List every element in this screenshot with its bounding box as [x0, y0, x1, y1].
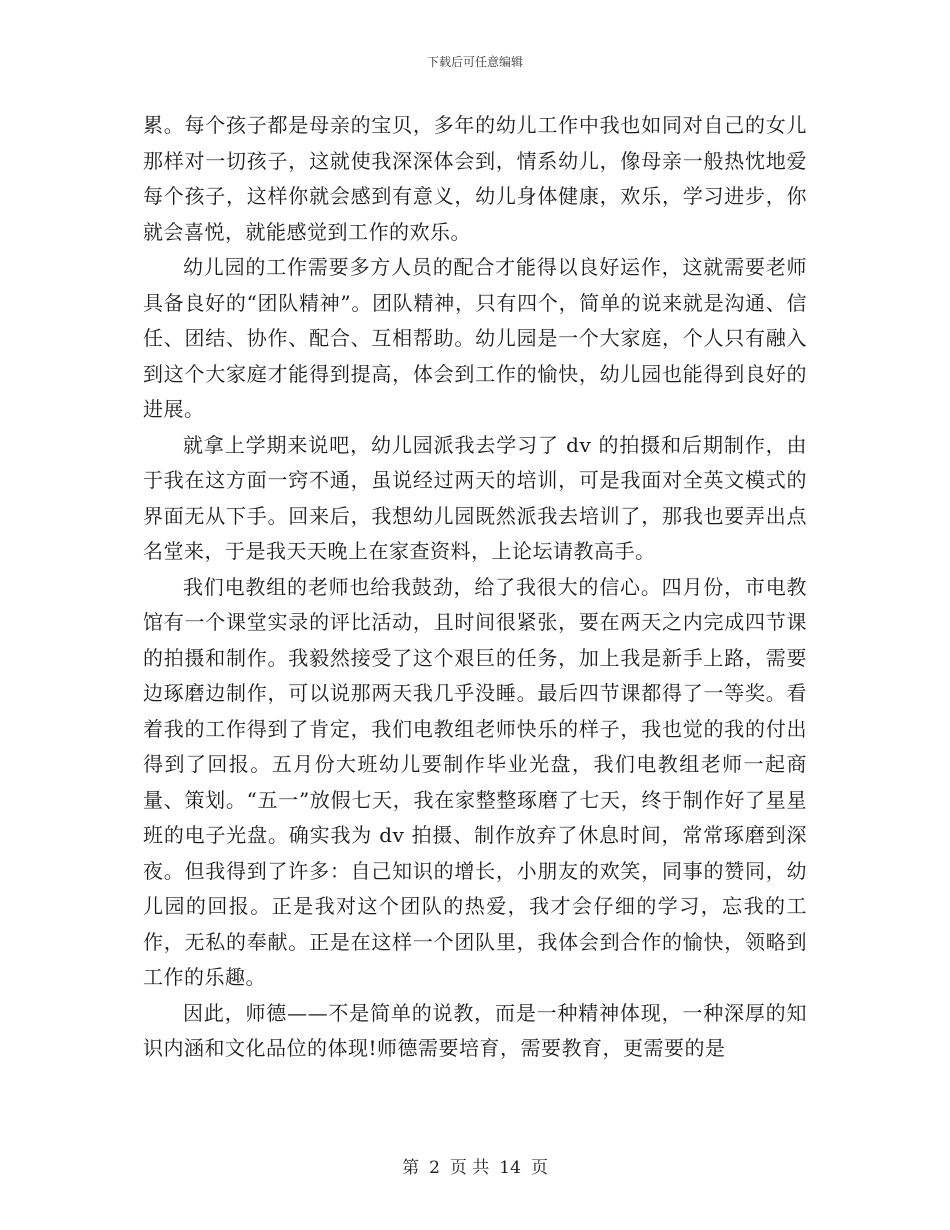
- paragraph-conclusion: 因此，师德——不是简单的说教，而是一种精神体现，一种深厚的知识内涵和文化品位的体现!师德需要培育，需要教育，更需要的是: [143, 1000, 807, 1060]
- paragraph-team-spirit: 幼儿园的工作需要多方人员的配合才能得以良好运作，这就需要老师具备良好的“团队精神”。团队精神，只有四个，简单的说来就是沟通、信任、团结、协作、配合、互相帮助。幼儿园是一个大家庭，个人只有融入到这个大家庭才能得到提高，体会到工作的愉快，幼儿园也能得到良好的进展。: [143, 255, 807, 421]
- paragraph-teamwork-story: 我们电教组的老师也给我鼓劲，给了我很大的信心。四月份，市电教馆有一个课堂实录的评比活动，且时间很紧张，要在两天之内完成四节课的拍摄和制作。我毅然接受了这个艰巨的任务，加上我是新手上路，需要边琢磨边制作，可以说那两天我几乎没睡。最后四节课都得了一等奖。看着我的工作得到了肯定，我们电教组老师快乐的样子，我也觉的我的付出得到了回报。五月份大班幼儿要制作毕业光盘，我们电教组老师一起商量、策划。“五一”放假七天，我在家整整琢磨了七天，终于制作好了星星班的电子光盘。确实我为 dv 拍摄、制作放弃了休息时间，常常琢磨到深夜。但我得到了许多：自己知识的增长，小朋友的欢笑，同事的赞同，幼儿园的回报。正是我对这个团队的热爱，我才会仔细的学习，忘我的工作，无私的奉献。正是在这样一个团队里，我体会到合作的愉快，领略到工作的乐趣。: [143, 574, 807, 989]
- paragraph-dv-training: 就拿上学期来说吧，幼儿园派我去学习了 dv 的拍摄和后期制作，由于我在这方面一窍不通，虽说经过两天的培训，可是我面对全英文模式的界面无从下手。回来后，我想幼儿园既然派我去培训了，那我也要弄出点名堂来，于是我天天晚上在家查资料，上论坛请教高手。: [143, 432, 807, 563]
- footer-page-number: 2: [429, 1158, 440, 1178]
- document-body: [143, 108, 807, 1067]
- footer-suffix: 页: [530, 1158, 548, 1178]
- footer-middle: 页 共: [449, 1158, 490, 1178]
- page-footer: [0, 1153, 950, 1178]
- footer-prefix: 第: [402, 1158, 420, 1178]
- paragraph-continued: 累。每个孩子都是母亲的宝贝，多年的幼儿工作中我也如同对自己的女儿那样对一切孩子，这就使我深深体会到，情系幼儿，像母亲一般热忱地爱每个孩子，这样你就会感到有意义，幼儿身体健康，欢乐，学习进步，你就会喜悦，就能感觉到工作的欢乐。: [143, 113, 807, 244]
- page-header: 下载后可任意编辑: [426, 55, 523, 69]
- footer-total-pages: 14: [499, 1158, 521, 1178]
